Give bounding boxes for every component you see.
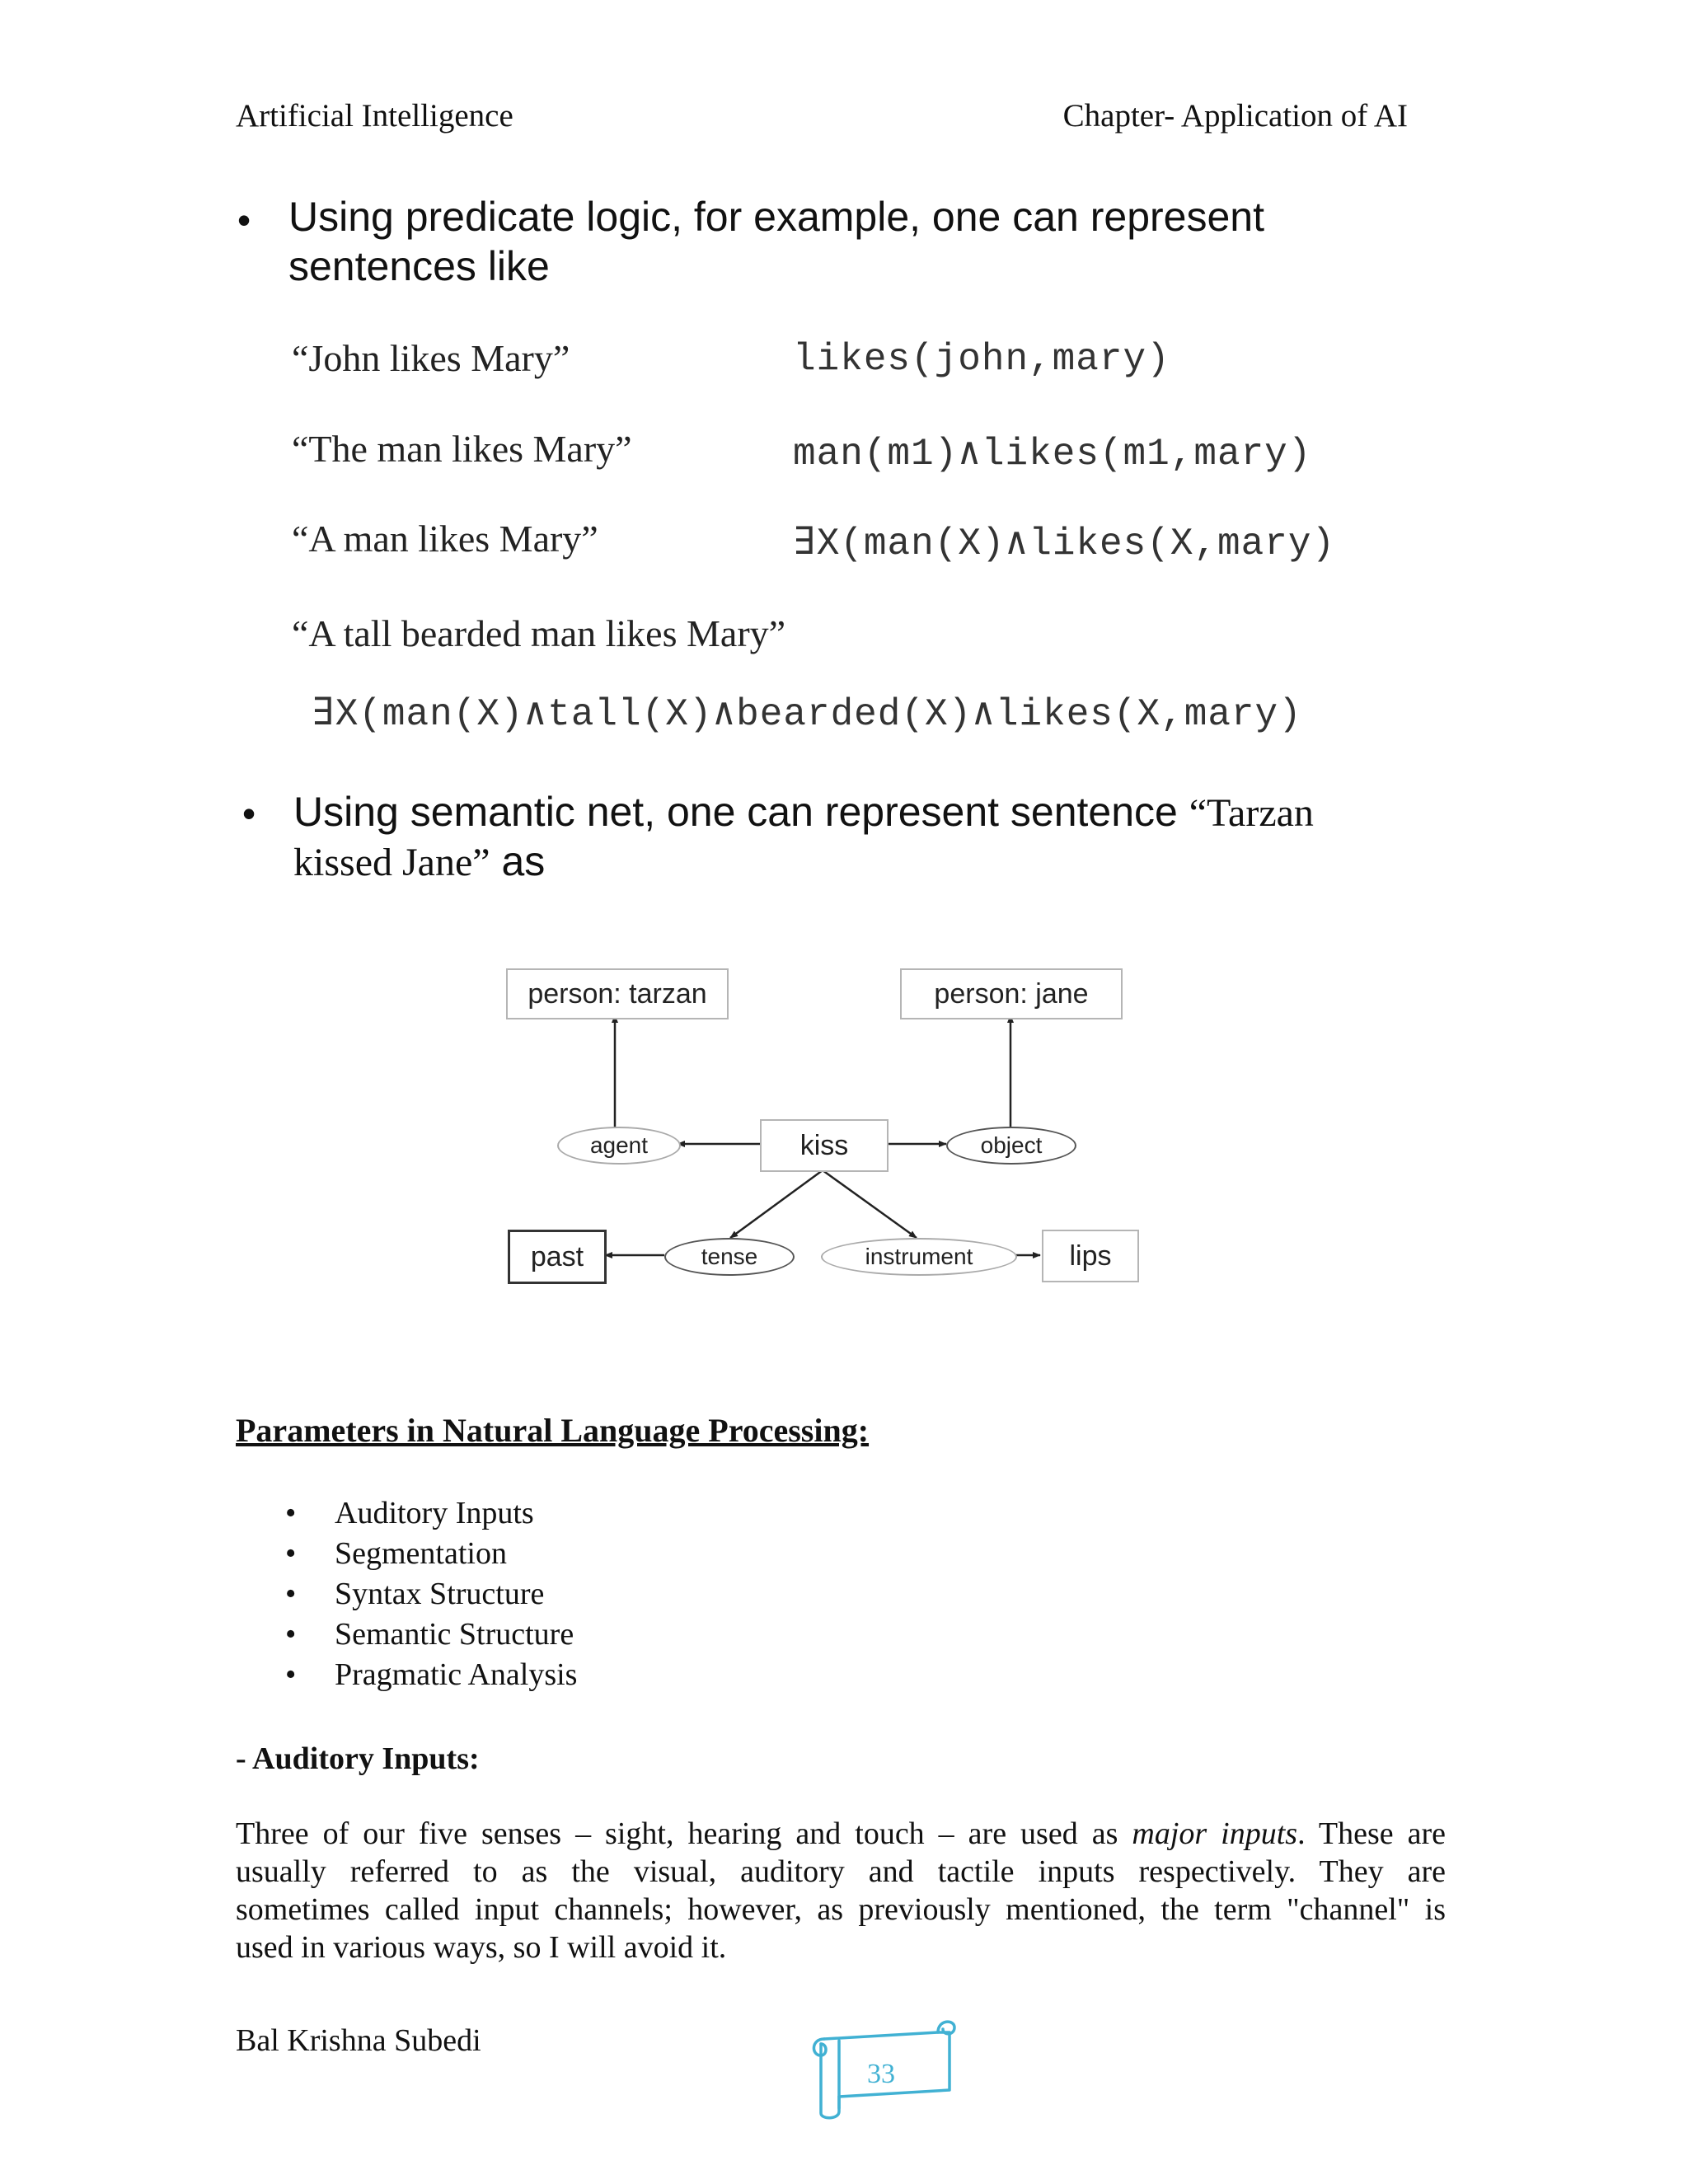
section-title: Parameters in Natural Language Processing: <box>236 1412 870 1449</box>
bullet2-line2-serif: kissed Jane” <box>293 841 490 884</box>
example-logic-2: man(m1)∧likes(m1,mary) <box>793 433 1312 476</box>
list-bullet: • <box>285 1657 297 1692</box>
slide-bullet1-line1: Using predicate logic, for example, one can represent <box>288 194 1264 240</box>
node-object: object <box>946 1127 1076 1165</box>
node-person-tarzan: person: tarzan <box>506 968 729 1019</box>
list-item-text: Semantic Structure <box>335 1617 574 1652</box>
paragraph-line: used in various ways, so I will avoid it. <box>236 1930 727 1965</box>
edge-kiss-to-instrument <box>823 1170 917 1238</box>
paragraph-emphasis: major inputs <box>1132 1816 1298 1851</box>
paragraph-line: usually referred to as the visual, auditory and tactile inputs respectively. They are <box>236 1854 1446 1889</box>
auditory-heading: - Auditory Inputs: <box>236 1741 480 1776</box>
list-item-text: Syntax Structure <box>335 1577 545 1611</box>
paragraph-line-part: Three of our five senses – sight, hearing and touch – are used as <box>236 1816 1132 1851</box>
node-lips: lips <box>1042 1230 1139 1282</box>
node-past: past <box>508 1230 607 1284</box>
header-left: Artificial Intelligence <box>236 98 513 134</box>
example-logic-4: ∃X(man(X)∧tall(X)∧bearded(X)∧likes(X,mary) <box>312 693 1302 736</box>
example-logic-1: likes(john,mary) <box>793 338 1170 381</box>
footer-author: Bal Krishna Subedi <box>236 2023 481 2058</box>
list-bullet: • <box>285 1617 297 1652</box>
bullet2-line1-sans: Using semantic net, one can represent sentence <box>293 789 1189 835</box>
list-bullet: • <box>285 1496 297 1530</box>
list-bullet: • <box>285 1536 297 1571</box>
paragraph-line <box>236 1815 1446 1853</box>
node-agent: agent <box>557 1127 681 1165</box>
example-sentence-1: “John likes Mary” <box>292 337 570 379</box>
slide-bullet-dot-1: • <box>237 199 251 241</box>
node-tense: tense <box>664 1238 795 1276</box>
list-item-text: Segmentation <box>335 1536 507 1571</box>
auditory-paragraph <box>236 1815 1446 1966</box>
paragraph-line: sometimes called input channels; however, as previously mentioned, the term "channel" is <box>236 1892 1446 1927</box>
list-item-text: Pragmatic Analysis <box>335 1657 578 1692</box>
example-sentence-4: “A tall bearded man likes Mary” <box>292 612 786 654</box>
example-sentence-3: “A man likes Mary” <box>292 518 598 560</box>
header-right: Chapter- Application of AI <box>1062 98 1408 134</box>
slide-bullet1-line2: sentences like <box>288 243 550 289</box>
node-instrument: instrument <box>821 1238 1017 1276</box>
slide-bullet-dot-2: • <box>242 792 256 835</box>
example-sentence-2: “The man likes Mary” <box>292 428 632 470</box>
node-person-jane: person: jane <box>900 968 1123 1019</box>
node-kiss: kiss <box>760 1119 889 1172</box>
edge-kiss-to-tense <box>730 1170 823 1238</box>
list-bullet: • <box>285 1577 297 1611</box>
page-number: 33 <box>867 2059 895 2089</box>
list-item-text: Auditory Inputs <box>335 1496 534 1530</box>
paragraph-line-part: . These are <box>1297 1816 1447 1851</box>
example-logic-3: ∃X(man(X)∧likes(X,mary) <box>793 523 1336 565</box>
bullet2-line1-serif: “Tarzan <box>1189 791 1314 835</box>
bullet2-line2-sans: as <box>490 838 546 884</box>
